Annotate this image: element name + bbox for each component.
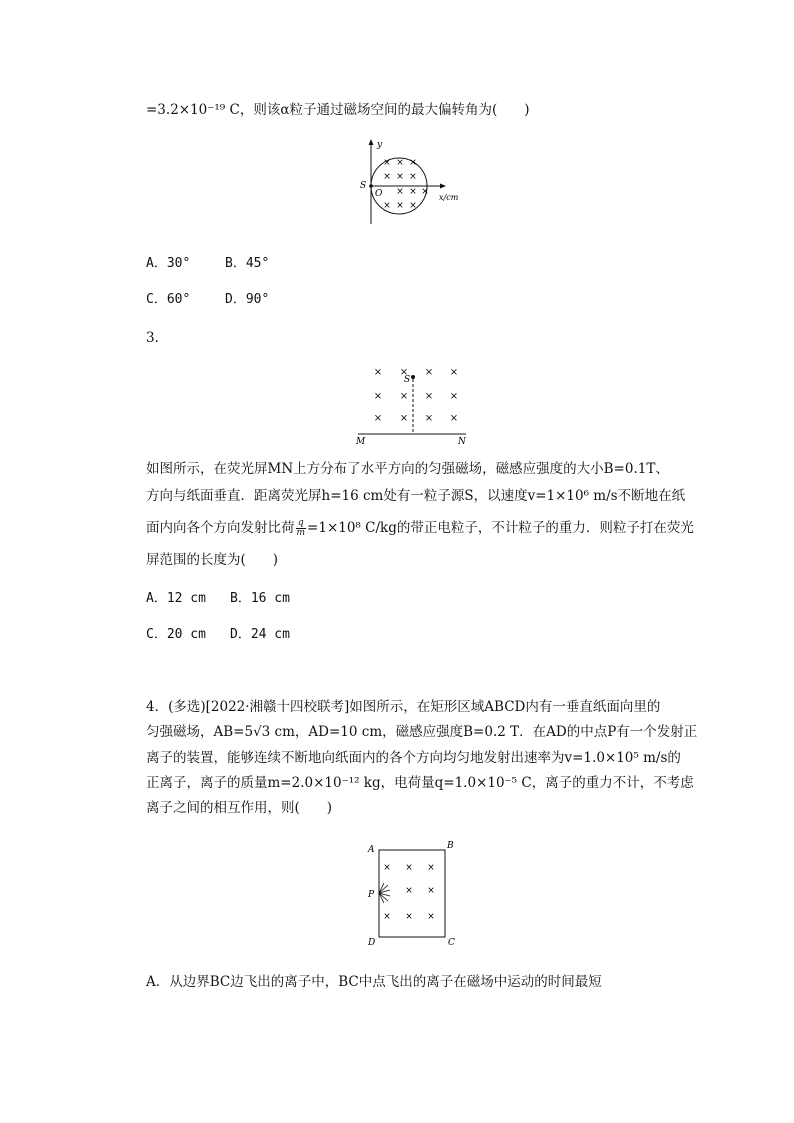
q2-options-row-2 (146, 290, 269, 310)
charge-mass-fraction (296, 519, 307, 538)
q2-options-row-1 (146, 254, 269, 274)
q4-stem-line-3: 离子的装置，能够连续不断地向纸面内的各个方向均匀地发射出速率为v=1.0×10⁵ m/s的 (146, 750, 681, 766)
field-mark: × (424, 413, 434, 424)
field-mark: × (449, 391, 459, 402)
q3-stem-line-4: 屏范围的长度为( ) (146, 552, 279, 568)
q3-options-row-1 (146, 589, 290, 609)
q3-stem-line-2: 方向与纸面垂直．距离荧光屏h=16 cm处有一粒子源S，以速度v=1×10⁶ m/s不断地在纸 (146, 488, 686, 504)
field-mark: × (427, 863, 435, 873)
q4-stem-line-5: 离子之间的相互作用，则( ) (146, 800, 333, 816)
field-mark: × (427, 886, 435, 896)
field-mark: × (409, 172, 417, 182)
field-mark: × (373, 413, 383, 424)
q3-stem-line-3b: =1×10⁸ C/kg的带正电粒子，不计粒子的重力．则粒子打在荧光 (307, 520, 694, 536)
q2-field-marks (383, 158, 429, 211)
field-mark: × (405, 912, 413, 922)
field-mark: × (383, 912, 391, 922)
p-label: P (368, 890, 375, 900)
q3-options-row-2 (146, 625, 290, 645)
option-d[interactable]: D．90° (225, 292, 270, 307)
field-mark: × (399, 367, 409, 378)
field-mark: × (421, 187, 429, 197)
q4-stem-line-2: 匀强磁场，AB=5√3 cm，AD=10 cm，磁感应强度B=0.2 T．在AD的中点P有一个发射正 (146, 724, 698, 740)
field-mark: × (409, 158, 417, 168)
option-c[interactable]: C．60° (146, 292, 191, 307)
field-mark: × (383, 172, 391, 182)
q4-stem-line-4: 正离子，离子的质量m=2.0×10⁻¹² kg，电荷量q=1.0×10⁻⁵ C，离子的重力不计，不考虑 (146, 775, 694, 791)
field-mark: × (399, 391, 409, 402)
q3-figure (354, 360, 472, 446)
field-mark: × (383, 201, 391, 211)
q3-stem-line-3 (146, 518, 694, 538)
m-label: M (356, 437, 366, 447)
field-mark: × (383, 863, 391, 873)
s-label: S (360, 181, 367, 191)
fraction-denominator: m (296, 528, 306, 538)
q4-figure (366, 837, 462, 949)
d-label: D (368, 938, 376, 948)
q4-option-a[interactable]: A．从边界BC边飞出的离子中，BC中点飞出的离子在磁场中运动的时间最短 (146, 974, 602, 990)
q4-stem-line-1: 4．(多选)[2022·湘赣十四校联考]如图所示，在矩形区域ABCD内有一垂直纸面向里的 (146, 699, 661, 715)
c-label: C (448, 938, 455, 948)
option-b[interactable]: B．16 cm (230, 591, 290, 606)
field-mark: × (409, 201, 417, 211)
q3-stem-line-3a: 面内向各个方向发射比荷 (146, 520, 295, 536)
q3-number: 3. (146, 330, 159, 346)
field-mark: × (405, 886, 413, 896)
q3-stem-line-1: 如图所示，在荧光屏MN上方分布了水平方向的匀强磁场，磁感应强度的大小B=0.1T、 (146, 461, 669, 477)
option-b[interactable]: B．45° (225, 256, 270, 271)
field-mark: × (405, 863, 413, 873)
field-mark: × (396, 158, 404, 168)
option-d[interactable]: D．24 cm (230, 627, 290, 642)
field-mark: × (396, 201, 404, 211)
y-label: y (377, 140, 383, 150)
source-dot (411, 375, 415, 379)
field-mark: × (424, 391, 434, 402)
a-label: A (368, 845, 375, 855)
field-mark: × (424, 367, 434, 378)
field-mark: × (449, 367, 459, 378)
x-label: x/cm (439, 193, 459, 202)
q4-field-marks (383, 863, 435, 922)
n-label: N (458, 437, 466, 447)
source-dot (369, 184, 373, 188)
q2-figure (355, 138, 465, 230)
x-arrow-icon (440, 184, 446, 189)
y-arrow-icon (369, 139, 374, 145)
field-mark: × (449, 413, 459, 424)
q2-stem-line: =3.2×10⁻¹⁹ C，则该α粒子通过磁场空间的最大偏转角为( ) (146, 102, 530, 118)
option-c[interactable]: C．20 cm (146, 627, 206, 642)
field-mark: × (373, 367, 383, 378)
s-label: S (404, 375, 411, 385)
field-mark: × (399, 413, 409, 424)
emitter-rays-icon (379, 883, 390, 903)
option-a[interactable]: A．30° (146, 256, 191, 271)
o-label: O (375, 189, 383, 199)
field-mark: × (396, 187, 404, 197)
field-mark: × (409, 187, 417, 197)
option-a[interactable]: A．12 cm (146, 591, 206, 606)
b-label: B (447, 841, 454, 851)
fraction-numerator: q (296, 519, 307, 529)
field-mark: × (396, 172, 404, 182)
field-mark: × (383, 158, 391, 168)
field-mark: × (427, 912, 435, 922)
q3-field-marks (374, 367, 458, 424)
field-mark: × (373, 391, 383, 402)
